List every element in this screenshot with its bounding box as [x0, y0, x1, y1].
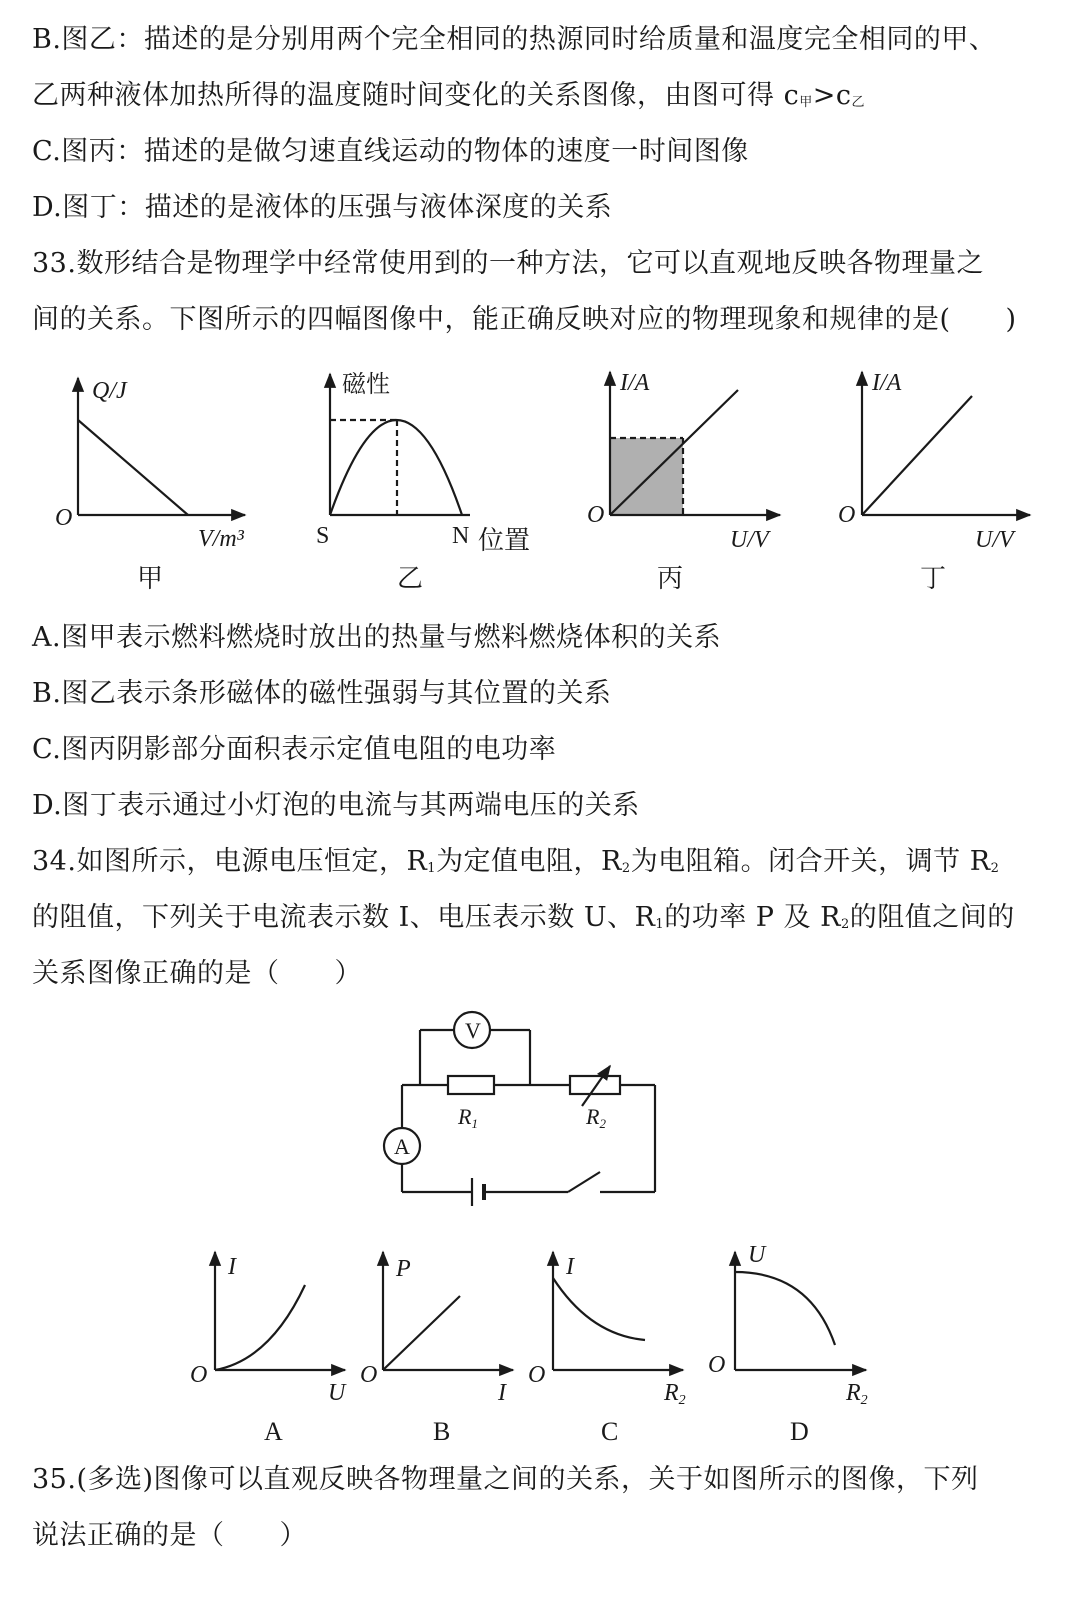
jia-caption: 甲	[137, 564, 164, 593]
yi-xlabel: 位置	[478, 526, 531, 555]
bing-xlabel: U/V	[730, 527, 769, 553]
text: A.图甲表示燃料燃烧时放出的热量与燃料燃烧体积的关系	[32, 622, 722, 653]
yi-n-label: N	[452, 523, 470, 549]
subscript: 2	[621, 861, 631, 876]
34b-ylabel: P	[396, 1256, 411, 1282]
jia-xlabel: V/m³	[198, 526, 244, 552]
34b-caption: B	[433, 1417, 451, 1446]
graph-curve	[553, 1278, 645, 1340]
34b-xlabel: I	[498, 1380, 506, 1406]
text: B.图乙：描述的是分别用两个完全相同的热源同时给质量和温度完全相同的甲、	[32, 24, 997, 55]
ding-ylabel: I/A	[872, 370, 902, 396]
text: 的阻值，下列关于电流表示数 I、电压表示数 U、R	[32, 902, 656, 933]
bing-origin: O	[587, 502, 605, 528]
34d-origin: O	[708, 1352, 726, 1378]
text: 为电阻箱。闭合开关，调节 R	[630, 846, 991, 877]
34c-xletter: R	[664, 1380, 679, 1406]
34d-xlabel	[845, 1380, 868, 1408]
text: D.图丁：描述的是液体的压强与液体深度的关系	[32, 192, 613, 223]
34d-xsub: 2	[860, 1393, 868, 1408]
34c-ylabel: I	[566, 1254, 574, 1280]
ammeter-label: A	[394, 1134, 410, 1159]
text: C.图丙：描述的是做匀速直线运动的物体的速度一时间图像	[32, 136, 749, 167]
bing-caption: 丙	[657, 564, 684, 593]
34c-origin: O	[528, 1362, 546, 1388]
34d-caption: D	[790, 1417, 809, 1446]
text: B.图乙表示条形磁体的磁性强弱与其位置的关系	[32, 678, 612, 709]
text: 33.数形结合是物理学中经常使用到的一种方法，它可以直观地反映各物理量之	[32, 248, 984, 279]
34a-xlabel: U	[328, 1380, 346, 1406]
ding-caption: 丁	[920, 564, 947, 593]
ding-xlabel: U/V	[975, 527, 1014, 553]
subscript: 2	[990, 861, 1000, 876]
text: 35.(多选)图像可以直观反映各物理量之间的关系，关于如图所示的图像，下列	[32, 1464, 979, 1495]
graph-line	[383, 1296, 460, 1370]
34a-origin: O	[190, 1362, 208, 1388]
34a-ylabel: I	[228, 1254, 236, 1280]
resistor-box-r2	[570, 1076, 620, 1094]
yi-caption: 乙	[397, 564, 424, 593]
jia-ylabel: Q/J	[92, 378, 127, 404]
34c-caption: C	[601, 1417, 619, 1446]
r1-label	[457, 1104, 478, 1131]
switch	[568, 1172, 600, 1192]
circuit-diagram	[384, 1012, 655, 1206]
text: 间的关系。下图所示的四幅图像中，能正确反映对应的物理现象和规律的是( )	[32, 304, 1017, 335]
subscript: 乙	[851, 95, 865, 110]
34b-origin: O	[360, 1362, 378, 1388]
text: 的阻值之间的	[849, 902, 1015, 933]
voltmeter-label: V	[465, 1018, 481, 1043]
graph-34d	[735, 1252, 866, 1370]
graph-curve	[215, 1285, 305, 1370]
yi-s-label: S	[316, 523, 330, 549]
bing-ylabel: I/A	[620, 370, 650, 396]
34d-ylabel: U	[748, 1242, 766, 1268]
resistor-r1	[448, 1076, 494, 1094]
jia-origin: O	[55, 505, 73, 531]
subscript: 2	[840, 917, 850, 932]
text: 乙两种液体加热所得的温度随时间变化的关系图像，由图可得 c	[32, 80, 800, 111]
graph-curve	[735, 1272, 835, 1345]
r2-letter: R	[586, 1104, 600, 1129]
text: 关系图像正确的是（ ）	[32, 958, 362, 989]
text: C.图丙阴影部分面积表示定值电阻的电功率	[32, 734, 557, 765]
text: 34.如图所示，电源电压恒定，R	[32, 846, 428, 877]
subscript: 1	[427, 861, 437, 876]
34c-xlabel	[663, 1380, 686, 1408]
r2-label	[585, 1104, 606, 1131]
graph-line	[862, 396, 972, 515]
subscript: 甲	[799, 95, 813, 110]
text: 的功率 P 及 R	[664, 902, 841, 933]
text: D.图丁表示通过小灯泡的电流与其两端电压的关系	[32, 790, 640, 821]
ding-origin: O	[838, 502, 856, 528]
graph-line	[78, 420, 188, 515]
r1-sub: 1	[471, 1116, 478, 1131]
r2-sub: 2	[599, 1116, 606, 1131]
yi-ylabel: 磁性	[342, 372, 390, 398]
34a-caption: A	[264, 1417, 283, 1446]
text: 为定值电阻，R	[436, 846, 622, 877]
subscript: 1	[655, 917, 665, 932]
r1-letter: R	[458, 1104, 472, 1129]
text: >c	[812, 80, 852, 111]
variable-arrow	[582, 1066, 610, 1106]
34d-xletter: R	[846, 1380, 861, 1406]
34c-xsub: 2	[678, 1393, 686, 1408]
text: 说法正确的是（ ）	[32, 1520, 307, 1551]
